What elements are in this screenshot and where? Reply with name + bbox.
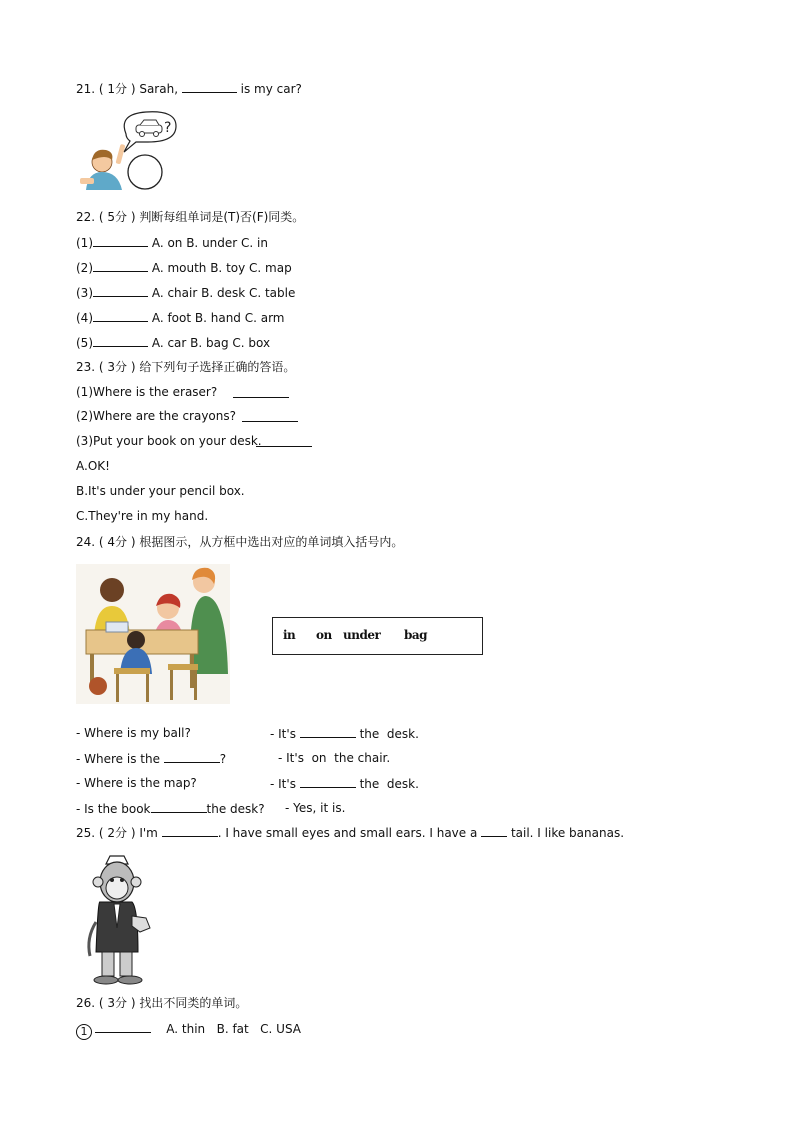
- q24-answer: [270, 775, 419, 792]
- q26-item: [76, 1020, 301, 1040]
- q23-item: [76, 384, 217, 400]
- q22-answer-blank[interactable]: [93, 259, 148, 272]
- q25-answer-blank[interactable]: [481, 824, 507, 837]
- q22-heading: 22. ( 5分 ) 判断每组单词是(T)否(F)同类。: [76, 210, 305, 224]
- q22-answer-blank[interactable]: [93, 284, 148, 297]
- word-box-item: under: [343, 628, 381, 642]
- q24-question-text: the desk?: [206, 802, 265, 816]
- q23-item-question: Where is the eraser?: [93, 385, 218, 399]
- word-box-item: on: [316, 628, 332, 642]
- word-box: [272, 617, 483, 655]
- q22-item-options: A. on B. under C. in: [148, 236, 268, 250]
- q22-answer-blank[interactable]: [93, 309, 148, 322]
- q24-question-text: - Is the book: [76, 802, 151, 816]
- svg-text:?: ?: [164, 120, 172, 136]
- q22-item: [76, 284, 295, 301]
- classroom-illustration: [76, 564, 230, 704]
- q26-item-options: A. thin B. fat C. USA: [166, 1022, 302, 1036]
- q21-tail: is my car?: [236, 82, 302, 96]
- q26-item-number: 1: [76, 1024, 92, 1040]
- q22-answer-blank[interactable]: [93, 234, 148, 247]
- q21-head: 21. ( 1分 ) Sarah,: [76, 82, 182, 96]
- q23-item-question: Where are the crayons?: [93, 409, 237, 423]
- q25-text-part: tail. I like bananas.: [507, 826, 625, 840]
- q25-text: [76, 824, 624, 841]
- q24-answer: - It's on the chair.: [278, 751, 391, 765]
- q24-question-text: ?: [219, 752, 227, 766]
- word-box-item: bag: [404, 628, 428, 642]
- q22-item-number: (4): [76, 311, 93, 325]
- q23-item-number: (2): [76, 409, 93, 423]
- q24-answer-blank[interactable]: [151, 800, 207, 813]
- q22-item-options: A. foot B. hand C. arm: [148, 311, 285, 325]
- q23-item-number: (1): [76, 385, 93, 399]
- q24-question: - Where is my ball?: [76, 726, 191, 740]
- q24-answer: [270, 725, 419, 742]
- q24-question: [76, 750, 226, 767]
- q23-option: C.They're in my hand.: [76, 509, 209, 523]
- q24-answer-blank[interactable]: [164, 750, 220, 763]
- boy-car-illustration: [78, 108, 178, 192]
- q24-answer-text: - It's: [270, 777, 300, 791]
- q22-item-options: A. car B. bag C. box: [148, 336, 271, 350]
- q22-item-number: (5): [76, 336, 93, 350]
- q23-item: [76, 433, 262, 449]
- q22-item: [76, 309, 285, 326]
- q24-heading: 24. ( 4分 ) 根据图示，从方框中选出对应的单词填入括号内。: [76, 535, 404, 549]
- q22-answer-blank[interactable]: [93, 334, 148, 347]
- q24-answer-blank[interactable]: [300, 725, 356, 738]
- q24-question-text: - Where is the: [76, 752, 164, 766]
- word-box-item: in: [283, 628, 296, 642]
- q24-question: [76, 800, 265, 817]
- q24-answer: - Yes, it is.: [285, 801, 346, 815]
- q26-answer-blank[interactable]: [95, 1020, 151, 1033]
- q25-text-part: . I have small eyes and small ears. I have a: [217, 826, 482, 840]
- q25-answer-blank[interactable]: [162, 824, 218, 837]
- q22-item-number: (1): [76, 236, 93, 250]
- q23-option: B.It's under your pencil box.: [76, 484, 245, 498]
- q21-answer-blank[interactable]: [182, 80, 237, 93]
- q22-item-options: A. mouth B. toy C. map: [148, 261, 292, 275]
- q22-item-number: (3): [76, 286, 93, 300]
- q22-item-number: (2): [76, 261, 93, 275]
- q21-text: [76, 80, 302, 97]
- q25-text-part: 25. ( 2分 ) I'm: [76, 826, 162, 840]
- q26-heading: 26. ( 3分 ) 找出不同类的单词。: [76, 996, 248, 1010]
- q24-answer-text: the desk.: [355, 777, 419, 791]
- q23-item: [76, 408, 236, 424]
- q22-item: [76, 259, 292, 276]
- q22-item: [76, 234, 268, 251]
- q23-item-number: (3): [76, 434, 93, 448]
- q24-answer-text: - It's: [270, 727, 300, 741]
- q24-answer-blank[interactable]: [300, 775, 356, 788]
- q23-option: A.OK!: [76, 459, 110, 473]
- q23-heading: 23. ( 3分 ) 给下列句子选择正确的答语。: [76, 360, 296, 374]
- q24-answer-text: the desk.: [355, 727, 419, 741]
- q23-answer-blank[interactable]: [242, 409, 298, 422]
- q23-answer-blank[interactable]: [256, 434, 312, 447]
- q23-item-question: Put your book on your desk.: [93, 434, 262, 448]
- monkey-illustration: [84, 852, 156, 986]
- q23-answer-blank[interactable]: [233, 385, 289, 398]
- q22-item: [76, 334, 270, 351]
- q24-question: - Where is the map?: [76, 776, 197, 790]
- q22-item-options: A. chair B. desk C. table: [148, 286, 296, 300]
